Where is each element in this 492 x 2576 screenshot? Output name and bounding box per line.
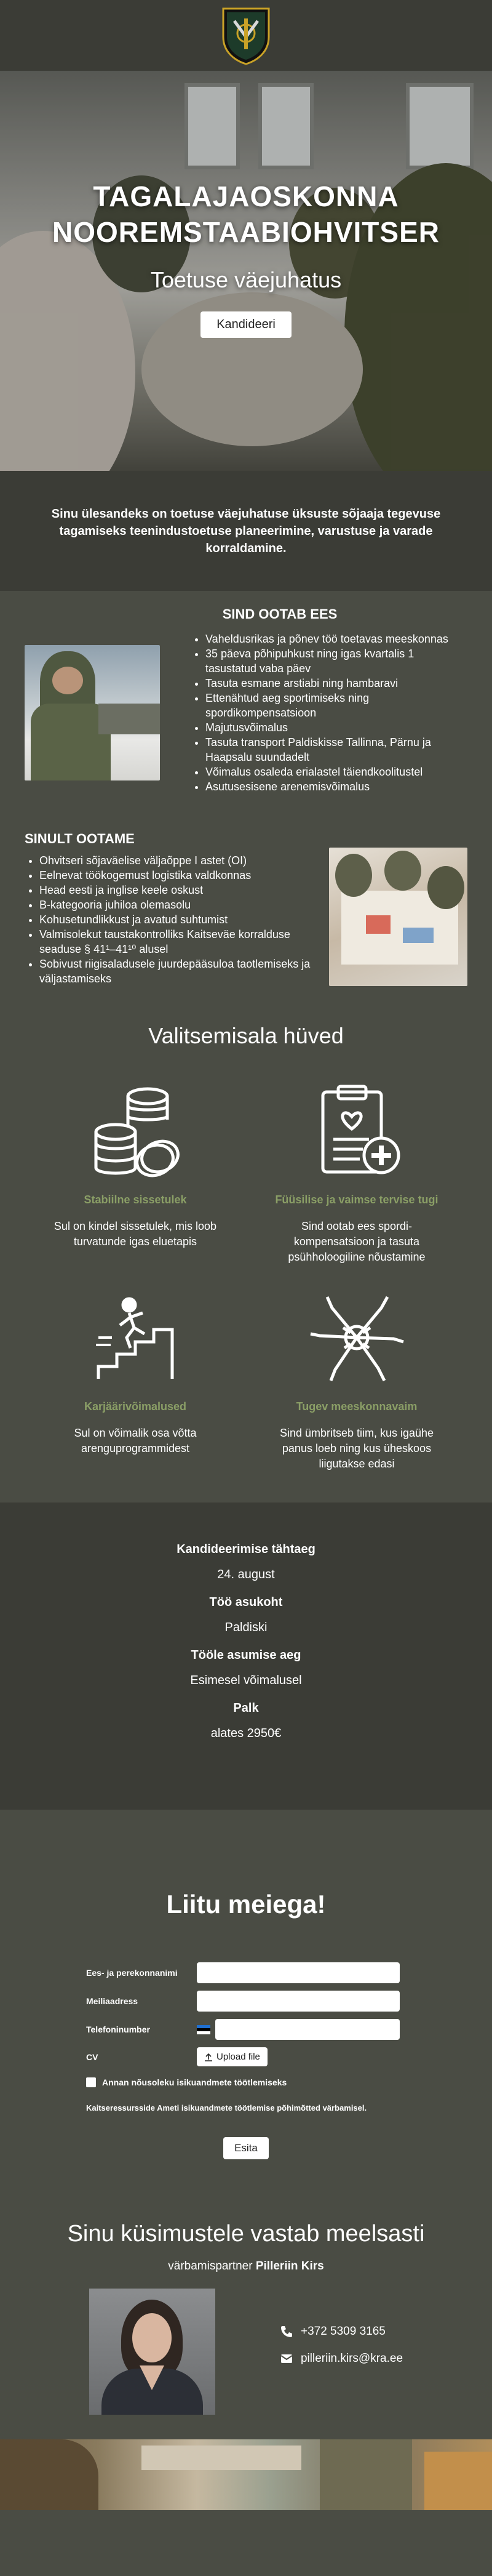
benefit-card (258, 1083, 455, 1265)
benefit-card (37, 1083, 234, 1265)
hero-section (0, 71, 492, 471)
health-clipboard-icon (308, 1083, 406, 1178)
benefit-title: Stabiilne sissetulek (84, 1194, 187, 1206)
privacy-policy-link[interactable]: Kaitseressursside Ameti isikuandmete töötlemise põhimõtted värbamisel. (86, 2103, 367, 2113)
cv-label: CV (86, 2052, 98, 2062)
coins-stack-icon (86, 1083, 184, 1178)
list-item: • B-kategooria juhiloa olemasolu (39, 897, 314, 912)
team-hands-icon (308, 1290, 406, 1385)
contact-subtitle (0, 2260, 492, 2273)
phone-icon (280, 2325, 293, 2338)
salary-label: Palk (233, 1701, 259, 1715)
career-stairs-icon (86, 1290, 184, 1385)
list-item: • Vaheldusrikas ja põnev töö toetavas meeskonnas (205, 632, 467, 646)
form-title: Liitu meiega! (166, 1890, 326, 1919)
benefits-title: Valitsemisala hüved (148, 1023, 344, 1048)
contact-phone[interactable] (280, 2325, 403, 2338)
benefit-text: Sind ootab ees spordi- kompensatsioon ja tasuta psühholoogiline nõustamine (288, 1220, 426, 1263)
name-label: Ees- ja perekonnanimi (86, 1968, 178, 1978)
hero-title-line2: NOOREMSTAABIOHVITSER (52, 216, 440, 248)
submit-button[interactable]: Esita (223, 2137, 269, 2159)
mission-text: Sinu ülesandeks on toetuse väejuhatuse üksuste sõjaaja tegevuse tagamiseks teenindustoetuse planeerimine, varustuse ja varade korraldamine. (51, 507, 441, 555)
contact-email[interactable] (280, 2352, 403, 2365)
benefit-card (37, 1290, 234, 1472)
requirements-title: SINULT OOTAME (25, 831, 135, 846)
upload-icon (204, 2053, 213, 2061)
list-item: • Ohvitseri sõjaväelise väljaõppe I astet (OI) (39, 853, 314, 868)
envelope-icon (280, 2352, 293, 2365)
benefit-title: Karjäärivõimalused (84, 1400, 187, 1413)
job-info-section (0, 1503, 492, 1810)
hero-title (0, 179, 492, 250)
benefit-text: Sul on võimalik osa võtta arenguprogrammidest (74, 1427, 197, 1455)
meeting-photo (329, 848, 467, 986)
benefit-title: Tugev meeskonnavaim (296, 1400, 418, 1413)
email-label: Meiliaadress (86, 1996, 138, 2006)
benefit-text: Sul on kindel sissetulek, mis loob turvatunde igas eluetapis (54, 1220, 217, 1248)
list-item: • Valmisolekut taustakontrolliks Kaitseväe korralduse seaduse § 41¹–41¹⁰ alusel (39, 927, 314, 957)
footer-image (0, 2439, 492, 2510)
benefit-card (258, 1290, 455, 1472)
list-item: • Asutusesisene arenemisvõimalus (205, 779, 467, 794)
offer-section (0, 591, 492, 819)
hero-title-line1: TAGALAJAOSKONNA (93, 180, 399, 212)
consent-label: Annan nõusoleku isikuandmete töötlemiseks (102, 2077, 287, 2087)
soldier-photo (25, 645, 160, 780)
top-bar (0, 0, 492, 71)
list-item: • Tasuta esmane arstiabi ning hambaravi (205, 676, 467, 691)
upload-label: Upload file (216, 2052, 260, 2062)
list-item: • Võimalus osaleda erialastel täiendkoolitustel (205, 764, 467, 779)
start-label: Tööle asumise aeg (191, 1648, 301, 1662)
contact-title: Sinu küsimustele vastab meelsasti (67, 2221, 425, 2247)
start-value: Esimesel võimalusel (190, 1674, 302, 1687)
list-item: • Majutusvõimalus (205, 720, 467, 735)
recruiter-portrait (89, 2289, 215, 2415)
list-item: • Head eesti ja inglise keele oskust (39, 883, 314, 897)
consent-checkbox[interactable] (86, 2077, 96, 2087)
offer-list (191, 632, 467, 794)
benefit-text: Sind ümbritseb tiim, kus igaühe panus loeb ning kus üheskoos liigutakse edasi (279, 1427, 434, 1470)
email-field[interactable] (197, 1991, 400, 2012)
list-item: • Tasuta transport Paldiskisse Tallinna, Pärnu ja Haapsalu suundadelt (205, 735, 467, 764)
benefits-section (0, 1005, 492, 1503)
hero-subtitle: Toetuse väejuhatus (150, 267, 342, 292)
deadline-value: 24. august (217, 1568, 275, 1581)
salary-value: alates 2950€ (210, 1727, 282, 1740)
deadline-label: Kandideerimise tähtaeg (177, 1543, 315, 1556)
mission-section (0, 471, 492, 591)
phone-field[interactable] (215, 2019, 400, 2040)
contact-section (0, 2184, 492, 2535)
name-field[interactable] (197, 1962, 400, 1983)
list-item: • Kohusetundlikkust ja avatud suhtumist (39, 912, 314, 927)
contact-phone-text: +372 5309 3165 (300, 2324, 386, 2338)
requirements-list (25, 853, 314, 986)
offer-title: SIND OOTAB EES (222, 606, 338, 622)
benefit-title: Füüsilise ja vaimse tervise tugi (275, 1194, 438, 1206)
location-label: Töö asukoht (209, 1595, 283, 1609)
contact-name: Pilleriin Kirs (255, 2260, 324, 2273)
application-form (86, 1962, 406, 2159)
list-item: • Ettenähtud aeg sportimiseks ning spordikompensatsioon (205, 691, 467, 720)
upload-file-button[interactable] (197, 2047, 268, 2066)
list-item: • 35 päeva põhipuhkust ning igas kvartalis 1 tasustatud vaba päev (205, 646, 467, 676)
contact-email-text: pilleriin.kirs@kra.ee (300, 2351, 403, 2365)
location-value: Paldiski (224, 1621, 268, 1634)
contact-role: värbamispartner (168, 2260, 253, 2273)
list-item: • Sobivust riigisaladusele juurdepääsuloa taotlemiseks ja väljastamiseks (39, 957, 314, 986)
apply-button[interactable]: Kandideeri (200, 311, 292, 338)
list-item: • Eelnevat töökogemust logistika valdkonnas (39, 868, 314, 883)
estonia-flag-icon[interactable] (197, 2025, 210, 2034)
requirements-section (0, 819, 492, 1005)
phone-label: Telefoninumber (86, 2024, 150, 2034)
application-section (0, 1810, 492, 2184)
logistics-unit-crest-icon[interactable] (221, 6, 271, 65)
